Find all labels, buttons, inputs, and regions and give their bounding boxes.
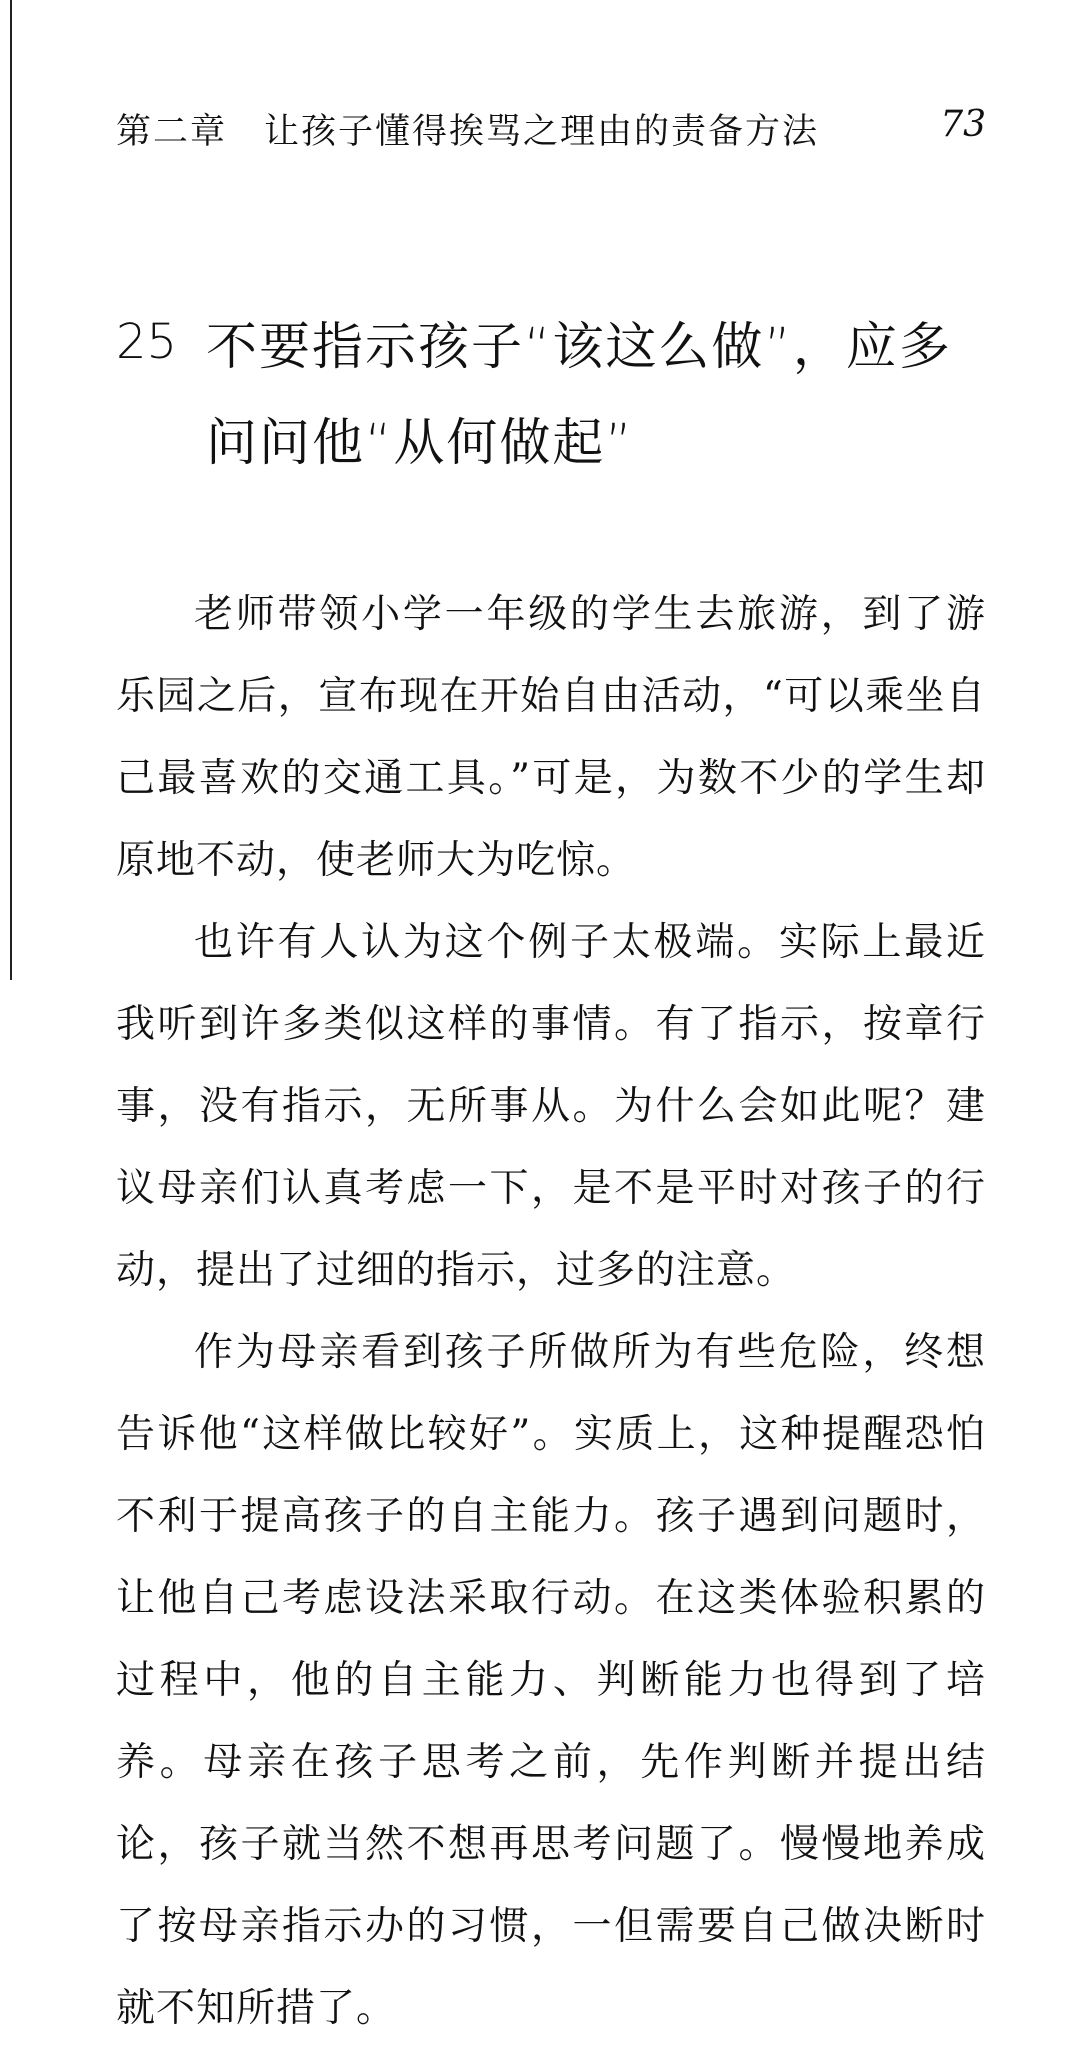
page-edge-line <box>10 0 12 980</box>
page-number: 73 <box>940 104 986 145</box>
paragraph-3: 作为母亲看到孩子所做所为有些危险，终想告诉他“这样做比较好”。实质上，这种提醒恐怕不利于提高孩子的自主能力。孩子遇到问题时，让他自己考虑设法采取行动。在这类体验积累的过程中，他的自主能力、判断能力也得到了培养。母亲在孩子思考之前，先作判断并提出结论，孩子就当然不想再思考问题了。慢慢地养成了按母亲指示办的习惯，一但需要自己做决断时就不知所措了。 <box>116 1330 986 2031</box>
section-title: 不要指示孩子“该这么做”，应多问问他“从何做起” <box>206 318 952 473</box>
chapter-running-title: 第二章 让孩子懂得挨骂之理由的责备方法 <box>116 112 820 152</box>
section-number: 25 <box>116 314 178 370</box>
paragraph-2: 也许有人认为这个例子太极端。实际上最近我听到许多类似这样的事情。有了指示，按章行事，没有指示，无所事从。为什么会如此呢？建议母亲们认真考虑一下，是不是平时对孩子的行动，提出了过细的指示，过多的注意。 <box>116 920 986 1293</box>
running-header <box>116 104 986 152</box>
paragraph-1: 老师带领小学一年级的学生去旅游，到了游乐园之后，宣布现在开始自由活动，“可以乘坐自己最喜欢的交通工具。”可是，为数不少的学生却原地不动，使老师大为吃惊。 <box>116 592 986 883</box>
body-text <box>116 574 986 2050</box>
